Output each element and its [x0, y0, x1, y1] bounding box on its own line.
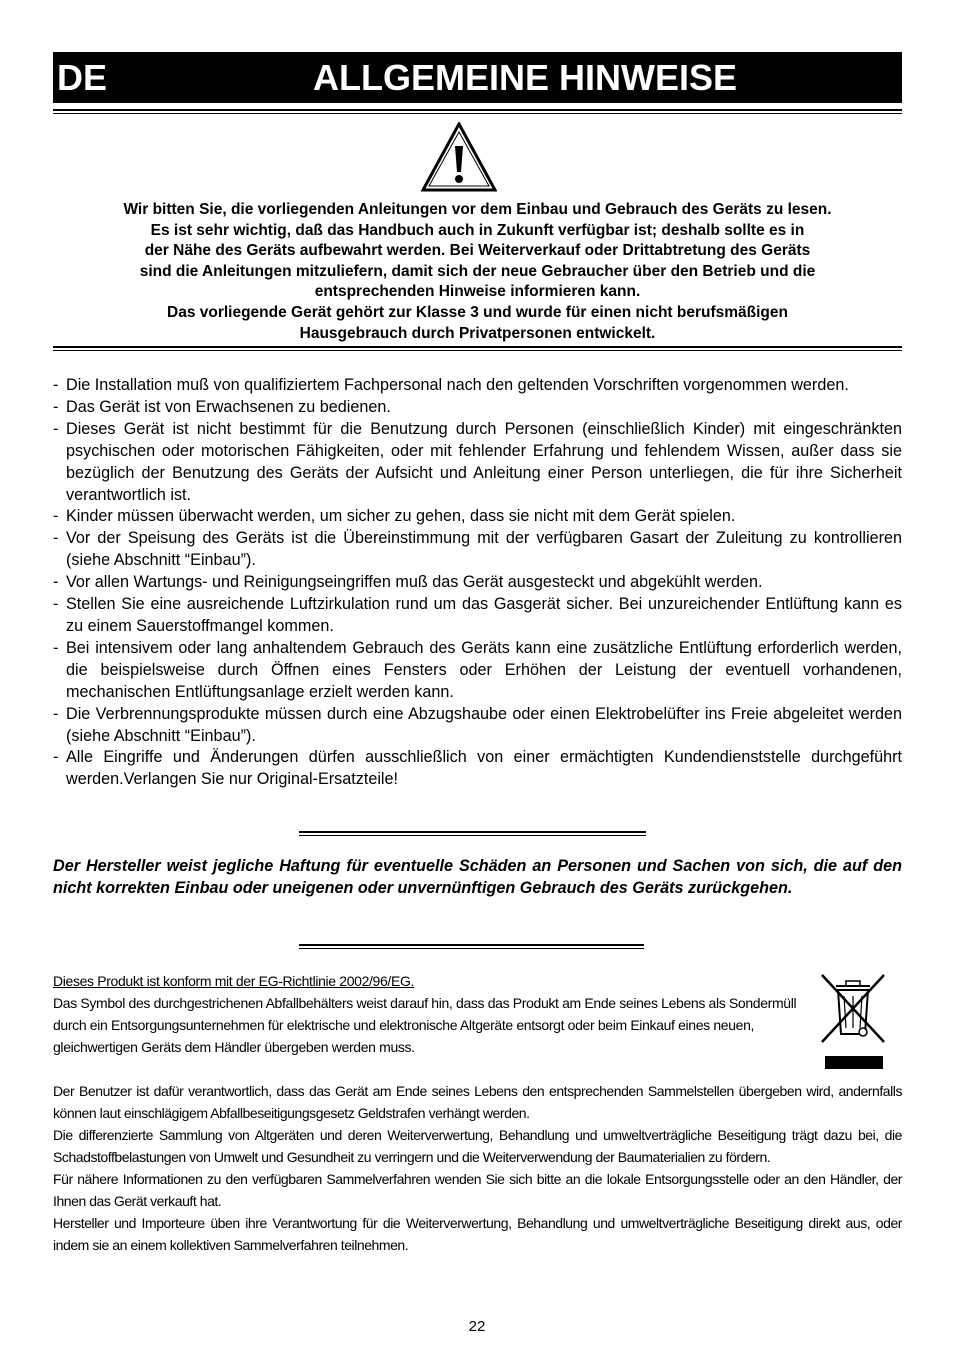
divider-intro	[53, 346, 902, 351]
paragraph: Hersteller und Importeure üben ihre Verantwortung für die Weiterverwertung, Behandlung und umweltverträgliche Beseitigung direkt aus, oder indem sie an einem kollektiven Sammelverfahren teilnehmen.	[53, 1215, 902, 1253]
list-item: - Alle Eingriffe und Änderungen dürfen ausschließlich von einer ermächtigten Kundendienststelle durchgeführt werden.Verlangen Sie nur Original-Ersatzteile!	[53, 747, 902, 791]
warning-triangle-icon	[421, 122, 497, 192]
crossed-out-wheelie-bin-icon	[820, 972, 886, 1072]
symbol-explanation: Das Symbol des durchgestrichenen Abfallbehälters weist darauf hin, dass das Produkt am Ende seines Lebens als Sondermüll durch ein Entsorgungsunternehmen für elektrische und elektronische Altgeräte entsorgt oder beim Einkauf eines neuen, gleichwertigen Geräts dem Händler übergeben werden muss.	[53, 995, 797, 1055]
intro-line: sind die Anleitungen mitzuliefern, damit sich der neue Gebraucher über den Betrieb und die	[139, 262, 816, 280]
intro-line: der Nähe des Geräts aufbewahrt werden. Bei Weiterverkauf oder Drittabtretung des Geräts	[144, 242, 811, 260]
list-item: - Dieses Gerät ist nicht bestimmt für die Benutzung durch Personen (einschließlich Kinder) mit eingeschränkten psychischen oder motorischen Fähigkeiten, oder mit fehlender Erfahrung und fehlendem Wissen, außer dass sie bezüglich der Benutzung des Geräts der Aufsicht und Anleitung einer Person unterliegen, die für ihre Sicherheit verantwortlich ist.	[53, 419, 902, 507]
page-title: ALLGEMEINE HINWEISE	[313, 57, 738, 98]
intro-line: Es ist sehr wichtig, daß das Handbuch auch in Zukunft verfügbar ist; deshalb sollte es in	[150, 221, 805, 239]
intro-line: entsprechenden Hinweise informieren kann.	[314, 283, 641, 301]
paragraph: Der Benutzer ist dafür verantwortlich, dass das Gerät am Ende seines Lebens den entsprechenden Sammelstellen übergeben wird, andernfalls können laut einschlägigem Abfallbeseitigungsgesetz Geldstrafen verhängt werden.	[53, 1083, 902, 1121]
section-header	[53, 52, 902, 103]
language-code: DE	[57, 57, 108, 98]
list-item: - Stellen Sie eine ausreichende Luftzirkulation rund um das Gasgerät sicher. Bei unzureichender Entlüftung kann es zu einem Sauerstoffmangel kommen.	[53, 594, 902, 638]
safety-instructions-list	[53, 375, 902, 791]
list-item: - Vor allen Wartungs- und Reinigungseingriffen muß das Gerät ausgesteckt und abgekühlt werden.	[53, 572, 902, 594]
weee-notice	[53, 970, 798, 1058]
intro-line: Hausgebrauch durch Privatpersonen entwickelt.	[299, 324, 656, 342]
list-item: - Bei intensivem oder lang anhaltendem Gebrauch des Geräts kann eine zusätzliche Entlüftung erforderlich werden, die beispielsweise durch Öffnen eines Fensters oder Erhöhen der Leistung der eventuell vorhandenen, mechanischen Entlüftungsanlage erzielt werden kann.	[53, 638, 902, 704]
page-number: 22	[468, 1318, 486, 1335]
paragraph: Die differenzierte Sammlung von Altgeräten und deren Weiterverwertung, Behandlung und umweltverträgliche Beseitigung trägt dazu bei, die Schadstoffbelastungen von Umwelt und Gesundheit zu verringern und die Weiterverwendung der Baumaterialien zu fördern.	[53, 1127, 902, 1165]
intro-line: Wir bitten Sie, die vorliegenden Anleitungen vor dem Einbau und Gebrauch des Geräts zu lesen.	[123, 201, 832, 218]
intro-notice	[53, 200, 902, 344]
liability-disclaimer: Der Hersteller weist jegliche Haftung für eventuelle Schäden an Personen und Sachen von sich, die auf den nicht korrekten Einbau oder uneigenen oder unvernünftigen Gebrauch des Geräts zurückgehen.	[53, 857, 902, 897]
list-item: - Vor der Speisung des Geräts ist die Übereinstimmung mit der verfügbaren Gasart der Zuleitung zu kontrollieren (siehe Abschnitt “Einbau”).	[53, 528, 902, 572]
paragraph: Für nähere Informationen zu den verfügbaren Sammelverfahren wenden Sie sich bitte an die lokale Entsorgungsstelle oder an den Händler, der Ihnen das Gerät verkauft hat.	[53, 1171, 902, 1209]
divider-short	[299, 831, 646, 836]
list-item: - Die Verbrennungsprodukte müssen durch eine Abzugshaube oder einen Elektrobelüfter ins Freie abgeleitet werden (siehe Abschnitt “Einbau”).	[53, 704, 902, 748]
disposal-information	[53, 1080, 902, 1256]
intro-line: Das vorliegende Gerät gehört zur Klasse 3 und wurde für einen nicht berufsmäßigen	[167, 303, 788, 321]
list-item: - Die Installation muß von qualifiziertem Fachpersonal nach den geltenden Vorschriften vorgenommen werden.	[53, 375, 902, 397]
divider-short	[299, 944, 644, 949]
list-item: - Das Gerät ist von Erwachsenen zu bedienen.	[53, 397, 902, 419]
list-item: - Kinder müssen überwacht werden, um sicher zu gehen, dass sie nicht mit dem Gerät spielen.	[53, 506, 902, 528]
divider-top	[53, 109, 902, 114]
conformity-statement: Dieses Produkt ist konform mit der EG-Richtlinie 2002/96/EG.	[53, 973, 415, 989]
